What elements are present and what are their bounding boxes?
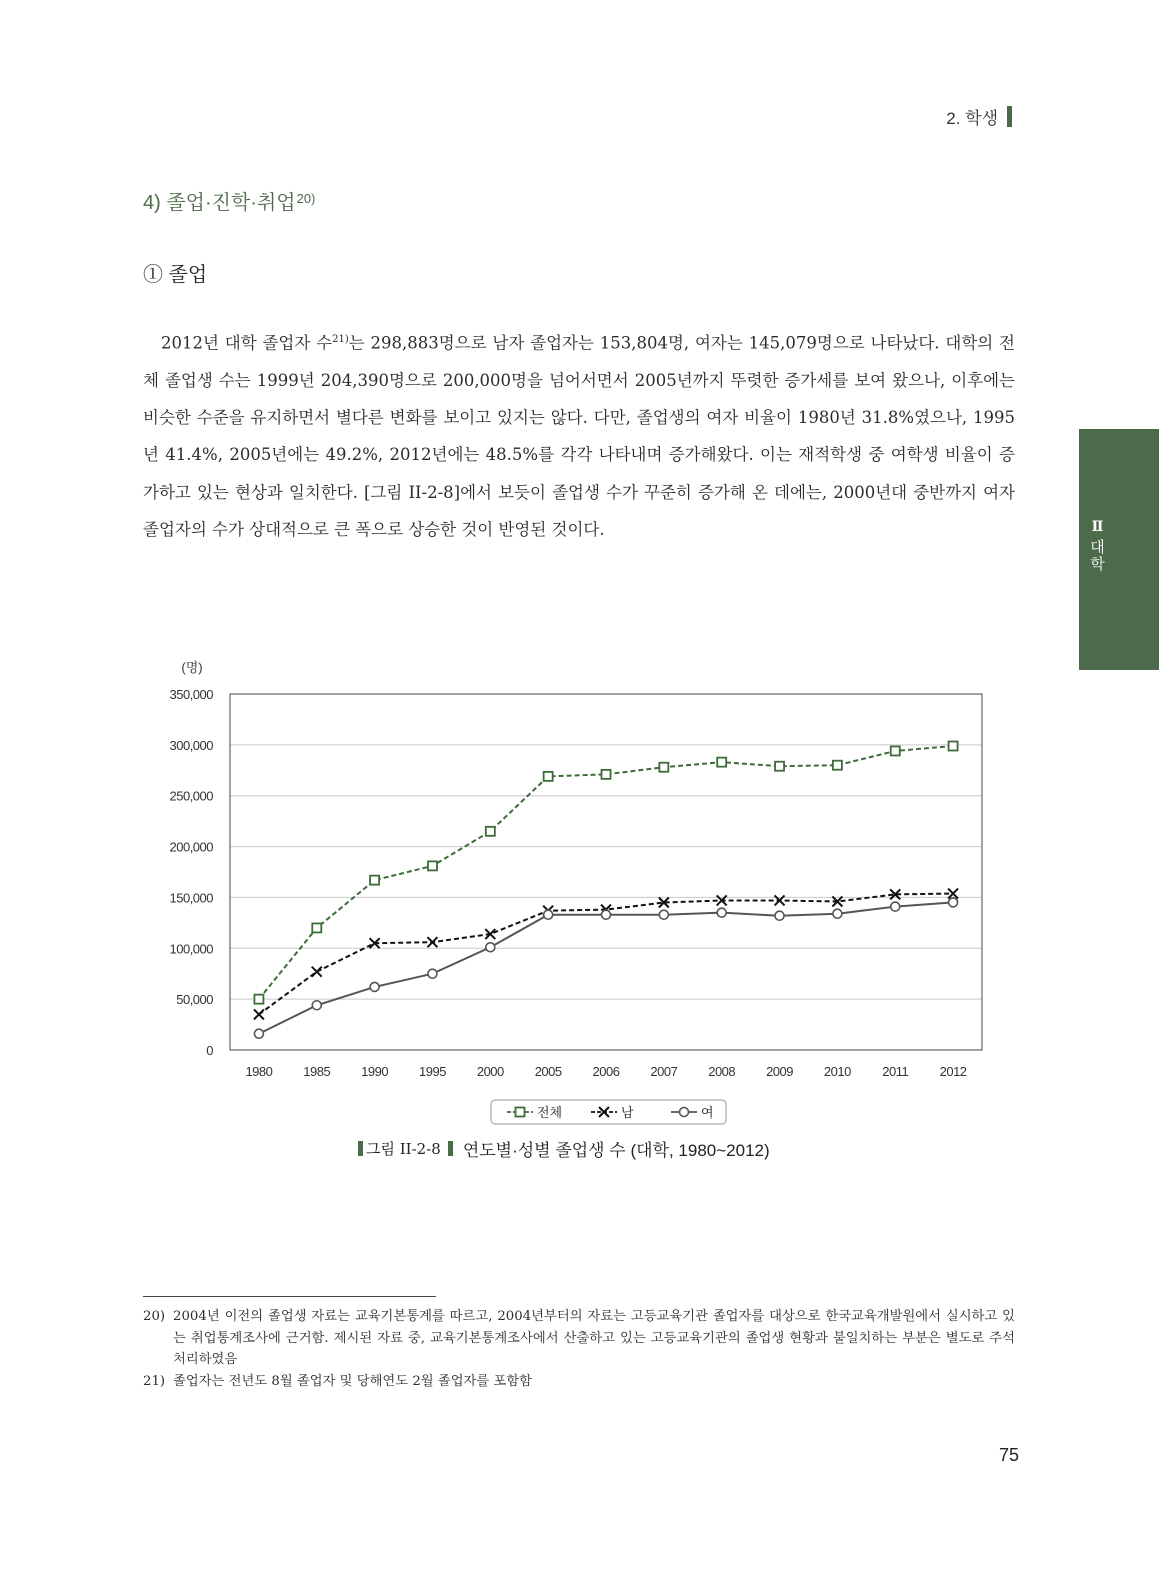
footnote-rule xyxy=(143,1296,436,1297)
body-paragraph xyxy=(143,321,1015,548)
series-square xyxy=(254,741,957,1003)
x-tick-label: 2005 xyxy=(534,1064,562,1079)
caption-mark-right xyxy=(448,1141,453,1156)
data-point xyxy=(254,1009,264,1019)
body-text-part1: 2012년 대학 졸업자 수 xyxy=(161,333,333,353)
data-point xyxy=(544,772,553,781)
data-point xyxy=(312,967,322,977)
series-circle xyxy=(254,898,957,1038)
data-point xyxy=(486,943,495,952)
series-x xyxy=(254,889,958,1020)
x-tick-label: 2007 xyxy=(650,1064,678,1079)
y-tick-label: 0 xyxy=(206,1043,213,1058)
x-tick-label: 2011 xyxy=(882,1064,909,1079)
legend-marker xyxy=(680,1108,689,1117)
subsection-title: ① 졸업 xyxy=(143,264,208,286)
caption-label: 그림 II-2-8 xyxy=(366,1140,441,1158)
series-line xyxy=(259,902,953,1033)
data-point xyxy=(312,923,321,932)
data-point xyxy=(949,741,958,750)
data-point xyxy=(428,969,437,978)
section-footnote-ref: 20) xyxy=(296,191,316,206)
data-point xyxy=(659,763,668,772)
data-point xyxy=(833,761,842,770)
data-point xyxy=(717,908,726,917)
data-point xyxy=(312,1001,321,1010)
footnote-text: 2004년 이전의 졸업생 자료는 교육기본통계를 따르고, 2004년부터의 자료는 고등교육기관 졸업자를 대상으로 한국교육개발원에서 실시하고 있는 취업통계조사에 근거함. 제시된 자료 중, 교육기본통계조사에서 산출하고 있는 고등교육기관의 졸업생 현황과 불일치하는 부분은 별도로 주석 처리하였음 xyxy=(173,1309,1015,1367)
y-tick-label: 100,000 xyxy=(169,941,213,957)
data-point xyxy=(775,762,784,771)
x-tick-label: 2009 xyxy=(766,1064,793,1079)
data-point xyxy=(427,937,437,947)
legend-label: 여 xyxy=(701,1105,714,1120)
x-tick-label: 2000 xyxy=(476,1064,504,1079)
x-tick-label: 2012 xyxy=(939,1064,967,1079)
footnote-number: 20) xyxy=(143,1309,166,1324)
footnotes xyxy=(143,1306,1015,1392)
chapter-roman-numeral: Ⅱ xyxy=(1091,519,1104,535)
y-unit-label: (명) xyxy=(181,660,203,675)
data-point xyxy=(254,995,263,1004)
page-number: 75 xyxy=(998,1445,1019,1465)
data-point xyxy=(659,910,668,919)
data-point xyxy=(602,770,611,779)
x-tick-label: 1980 xyxy=(245,1064,273,1079)
data-point xyxy=(254,1029,263,1038)
caption-text: 연도별·성별 졸업생 수 (대학, 1980~2012) xyxy=(462,1141,770,1160)
y-tick-label: 200,000 xyxy=(169,839,213,855)
footnote-number: 21) xyxy=(143,1373,166,1389)
data-point xyxy=(428,861,437,870)
x-tick-label: 2008 xyxy=(708,1064,736,1079)
y-tick-label: 250,000 xyxy=(169,788,213,804)
x-tick-label: 2010 xyxy=(823,1064,851,1079)
x-tick-label: 1985 xyxy=(303,1064,331,1079)
chapter-label: 대 학 xyxy=(1090,539,1105,573)
legend-label: 남 xyxy=(621,1105,634,1120)
data-point xyxy=(370,982,379,991)
data-point xyxy=(833,909,842,918)
data-point xyxy=(949,898,958,907)
body-text-part2: 는 298,883명으로 남자 졸업자는 153,804명, 여자는 145,079명으로 나타났다. 대학의 전체 졸업생 수는 1999년 204,390명으로 200,000명을 넘어서면서 2005년까지 뚜렷한 증가세를 보여 왔으나, 이후에는 비슷한 수준을 유지하면서 별다른 변화를 보이고 있지는 않다. 다만, 졸업생의 여자 비율이 1980년 31.8%였으나, 1995년 41.4%, 2005년에는 49.2%, 2012년에는 48.5%를 각각 나타내며 증가해왔다. 이는 재적학생 중 여학생 비율이 증가하고 있는 현상과 일치한다. [그림 II-2-8]에서 보듯이 졸업생 수가 꾸준히 증가해 온 데에는, 2000년대 중반까지 여자 졸업자의 수가 상대적으로 큰 폭으로 상승한 것이 반영된 것이다. xyxy=(143,333,1015,539)
series-line xyxy=(259,746,953,999)
chart-legend xyxy=(491,1100,726,1124)
y-tick-label: 300,000 xyxy=(169,737,213,753)
section-title-text: 4) 졸업·진학·취업 xyxy=(143,192,296,214)
running-header-title: 2. 학생 xyxy=(946,109,998,128)
footnote-20 xyxy=(143,1306,1015,1371)
x-tick-label: 2006 xyxy=(592,1064,620,1079)
x-tick-label: 1995 xyxy=(419,1064,446,1079)
data-point xyxy=(486,827,495,836)
running-header xyxy=(946,104,1012,129)
header-bar xyxy=(1007,106,1012,127)
legend-label: 전체 xyxy=(537,1105,563,1120)
chapter-side-tab xyxy=(1079,429,1159,670)
y-tick-label: 150,000 xyxy=(169,890,213,906)
footnote-21 xyxy=(143,1371,1015,1393)
x-tick-label: 1990 xyxy=(361,1064,389,1079)
data-point xyxy=(370,876,379,885)
section-title xyxy=(143,186,315,215)
data-point xyxy=(891,746,900,755)
caption-mark-left xyxy=(358,1141,363,1156)
data-point xyxy=(717,758,726,767)
y-tick-label: 350,000 xyxy=(169,687,213,702)
data-point xyxy=(891,902,900,911)
footnote-text: 졸업자는 전년도 8월 졸업자 및 당해연도 2월 졸업자를 포함함 xyxy=(173,1373,533,1389)
legend-marker xyxy=(516,1108,525,1117)
graduates-line-chart xyxy=(150,652,990,1132)
data-point xyxy=(544,910,553,919)
figure-caption xyxy=(358,1136,770,1161)
body-footnote-ref: 21) xyxy=(332,334,349,345)
data-point xyxy=(775,911,784,920)
data-point xyxy=(602,910,611,919)
y-tick-label: 50,000 xyxy=(176,992,213,1008)
